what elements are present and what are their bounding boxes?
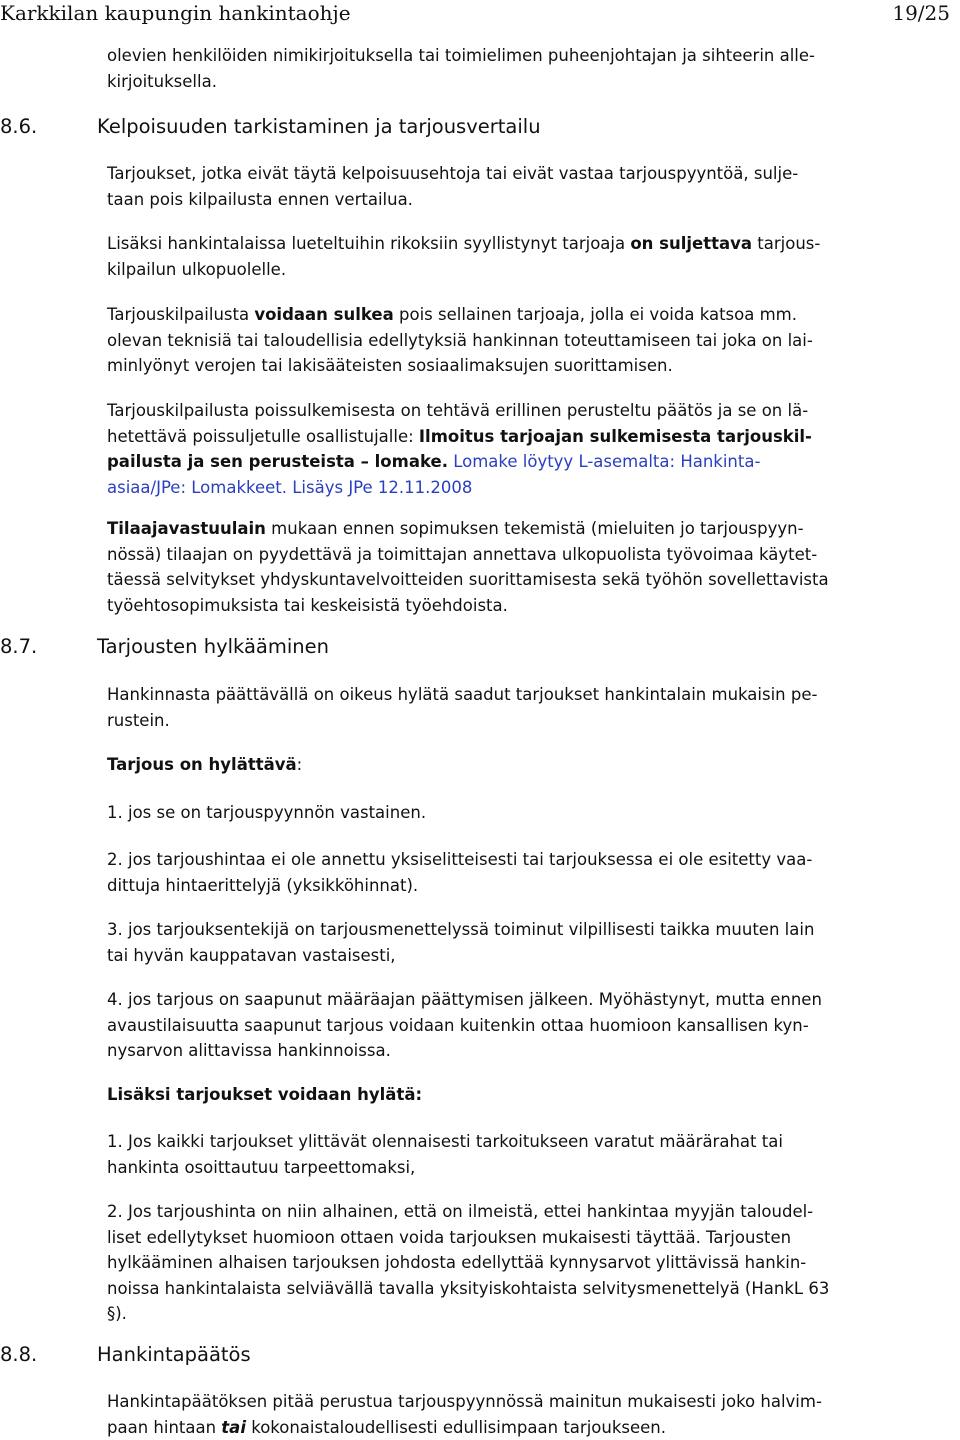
page-header-title: Karkkilan kaupungin hankintaohje [0, 0, 351, 26]
text-span: tarjous- [752, 234, 820, 253]
text-span: : [297, 755, 303, 774]
page-number: 19/25 [892, 0, 950, 26]
section-title: Kelpoisuuden tarkistaminen ja tarjousvertailu [97, 114, 541, 140]
bold-text: Tilaajavastuulain [107, 519, 266, 538]
bold-text: Lisäksi tarjoukset voidaan hylätä: [107, 1085, 422, 1104]
text-line: dittuja hintaerittelyjä (yksikköhinnat). [107, 873, 959, 899]
section-title: Tarjousten hylkääminen [97, 634, 329, 660]
paragraph [107, 1389, 959, 1440]
text-line [107, 302, 959, 328]
list-item [107, 1129, 959, 1180]
intro-paragraph [107, 43, 959, 94]
text-line: 3. jos tarjouksentekijä on tarjousmenettelyssä toiminut vilpillisesti taikka muuten lain [107, 917, 959, 943]
text-line: rustein. [107, 708, 959, 734]
text-span: pois sellainen tarjoaja, jolla ei voida katsoa mm. [394, 305, 797, 324]
list-item [107, 1199, 959, 1327]
text-line: Hankintapäätöksen pitää perustua tarjouspyynnössä mainitun mukaisesti joko halvim- [107, 1389, 959, 1415]
text-line: minlyönyt verojen tai lakisääteisten sosiaalimaksujen suorittamisen. [107, 353, 959, 379]
text-span: paan hintaan [107, 1418, 221, 1437]
text-line: 1. jos se on tarjouspyynnön vastainen. [107, 800, 959, 826]
bold-italic-text: tai [221, 1418, 246, 1437]
text-line: nysarvon alittavissa hankinnoissa. [107, 1038, 959, 1064]
text-line: liset edellytykset huomioon ottaen voida tarjouksen mukaisesti täyttää. Tarjousten [107, 1225, 959, 1251]
text-line [107, 449, 959, 475]
text-line: Tarjouskilpailusta poissulkemisesta on tehtävä erillinen perusteltu päätös ja se on lä- [107, 398, 959, 424]
paragraph [107, 231, 959, 282]
text-line: nössä) tilaajan on pyydettävä ja toimittajan annettava ulkopuolista työvoimaa käytet- [107, 542, 959, 568]
text-line: avaustilaisuutta saapunut tarjous voidaan kuitenkin ottaa huomioon kansallisen kyn- [107, 1013, 959, 1039]
list-heading [107, 1082, 959, 1108]
text-span: Lisäksi hankintalaissa lueteltuihin rikoksiin syyllistynyt tarjoaja [107, 234, 630, 253]
text-span: hetettävä poissuljetulle osallistujalle: [107, 427, 419, 446]
text-line: Tarjoukset, jotka eivät täytä kelpoisuusehtoja tai eivät vastaa tarjouspyyntöä, sulje- [107, 161, 959, 187]
text-line: 4. jos tarjous on saapunut määräajan päättymisen jälkeen. Myöhästynyt, mutta ennen [107, 987, 959, 1013]
text-line: täessä selvitykset yhdyskuntavelvoitteiden suorittamisesta sekä työhön sovellettavista [107, 567, 959, 593]
text-line: taan pois kilpailusta ennen vertailua. [107, 187, 959, 213]
section-number: 8.8. [0, 1342, 37, 1368]
list-item [107, 917, 959, 968]
text-line: noissa hankintalaista selviävällä tavalla yksityiskohtaista selvitysmenettelyä (HankL 63 [107, 1276, 959, 1302]
text-line: 2. Jos tarjoushinta on niin alhainen, että on ilmeistä, ettei hankintaa myyjän taloudel- [107, 1199, 959, 1225]
text-line: kilpailun ulkopuolelle. [107, 257, 959, 283]
list-item [107, 987, 959, 1064]
bold-text: pailusta ja sen perusteista – lomake. [107, 452, 448, 471]
text-line: 1. Jos kaikki tarjoukset ylittävät olennaisesti tarkoitukseen varatut määrärahat tai [107, 1129, 959, 1155]
text-line: olevien henkilöiden nimikirjoituksella tai toimielimen puheenjohtajan ja sihteerin alle- [107, 43, 959, 69]
section-number: 8.6. [0, 114, 37, 140]
paragraph [107, 516, 959, 618]
section-title: Hankintapäätös [97, 1342, 251, 1368]
list-heading [107, 752, 959, 778]
text-line [107, 231, 959, 257]
text-line [107, 424, 959, 450]
paragraph [107, 682, 959, 733]
bold-text: Ilmoitus tarjoajan sulkemisesta tarjouskil- [419, 427, 812, 446]
paragraph [107, 302, 959, 379]
form-location-link[interactable]: Lomake löytyy L-asemalta: Hankinta- [448, 452, 760, 471]
text-span: mukaan ennen sopimuksen tekemistä (mieluiten jo tarjouspyyn- [266, 519, 804, 538]
text-line [107, 516, 959, 542]
paragraph [107, 161, 959, 212]
text-line [107, 752, 959, 778]
form-location-link[interactable]: asiaa/JPe: Lomakkeet. Lisäys JPe 12.11.2008 [107, 475, 959, 501]
section-number: 8.7. [0, 634, 37, 660]
text-line: tai hyvän kauppatavan vastaisesti, [107, 943, 959, 969]
text-line: 2. jos tarjoushintaa ei ole annettu yksiselitteisesti tai tarjouksessa ei ole esitetty vaa- [107, 847, 959, 873]
text-line: työehtosopimuksista tai keskeisistä työehdoista. [107, 593, 959, 619]
list-item [107, 800, 959, 826]
list-item [107, 847, 959, 898]
text-line: olevan teknisiä tai taloudellisia edellytyksiä hankinnan toteuttamiseen tai joka on lai- [107, 328, 959, 354]
text-span: Tarjouskilpailusta [107, 305, 254, 324]
text-line: hankinta osoittautuu tarpeettomaksi, [107, 1155, 959, 1181]
paragraph [107, 398, 959, 500]
bold-text: on suljettava [630, 234, 752, 253]
text-line: hylkääminen alhaisen tarjouksen johdosta edellyttää kynnysarvot ylittävissä hankin- [107, 1250, 959, 1276]
bold-text: voidaan sulkea [254, 305, 393, 324]
text-line [107, 1082, 959, 1108]
text-span: kokonaistaloudellisesti edullisimpaan tarjoukseen. [246, 1418, 666, 1437]
text-line: kirjoituksella. [107, 69, 959, 95]
text-line [107, 1415, 959, 1440]
text-line: Hankinnasta päättävällä on oikeus hylätä saadut tarjoukset hankintalain mukaisin pe- [107, 682, 959, 708]
bold-text: Tarjous on hylättävä [107, 755, 297, 774]
text-line: §). [107, 1301, 959, 1327]
